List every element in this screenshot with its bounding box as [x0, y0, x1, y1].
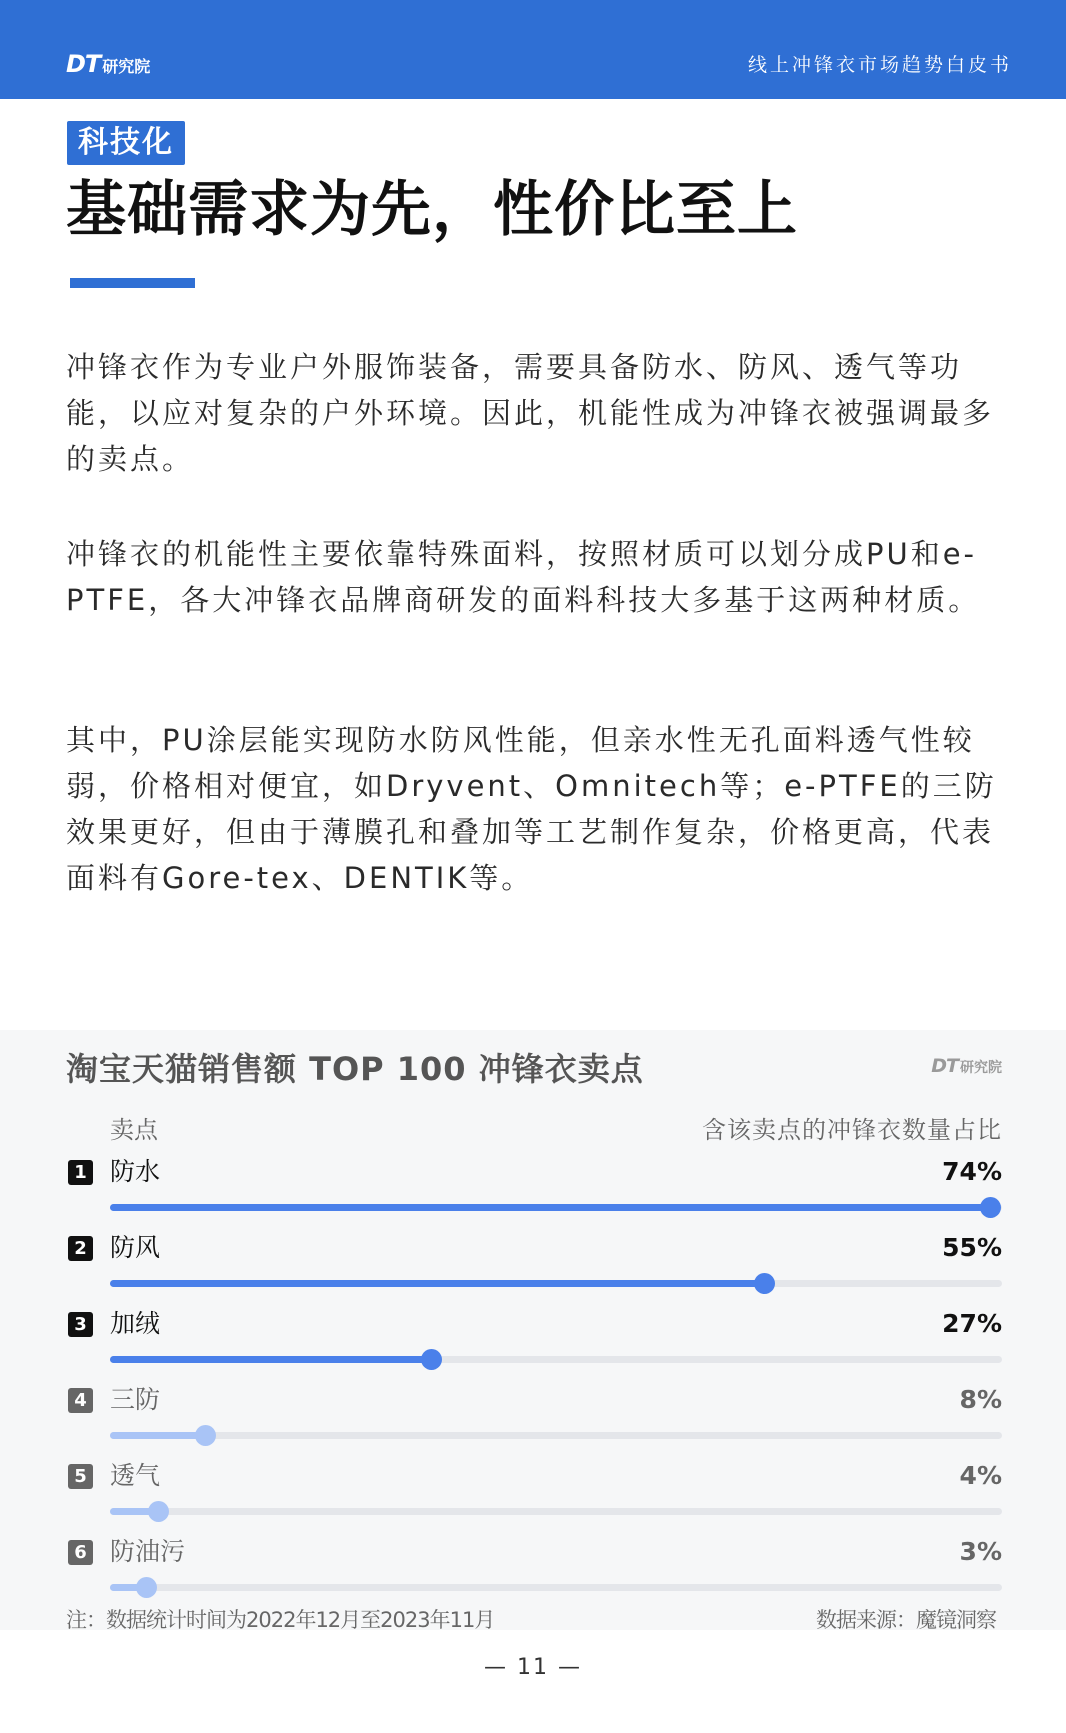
page-title: 基础需求为先，性价比至上: [66, 175, 798, 245]
value-label: 27%: [942, 1309, 1002, 1338]
chart-source: 数据来源：魔镜洞察: [816, 1608, 996, 1632]
bar-track: [110, 1508, 1002, 1515]
bar-end-dot: [980, 1197, 1001, 1218]
bar-track: [110, 1280, 1002, 1287]
category-label: 防油污: [110, 1537, 186, 1566]
bar-end-dot: [148, 1501, 169, 1522]
chart-row: [0, 1385, 1066, 1463]
chart-row: [0, 1461, 1066, 1539]
chart-note: 注：数据统计时间为2022年12月至2023年11月: [66, 1608, 495, 1632]
paragraph-2: 冲锋衣的机能性主要依靠特殊面料，按照材质可以划分成PU和e-PTFE，各大冲锋衣品牌商研发的面料科技大多基于这两种材质。: [66, 537, 981, 617]
value-label: 55%: [942, 1233, 1002, 1262]
chart-row: [0, 1309, 1066, 1387]
bar-end-dot: [421, 1349, 442, 1370]
value-label: 3%: [959, 1537, 1002, 1566]
value-column-header: 含该卖点的冲锋衣数量占比: [702, 1116, 1002, 1144]
bar-fill: [110, 1280, 764, 1287]
category-label: 防水: [110, 1157, 161, 1186]
chart-row: [0, 1233, 1066, 1311]
paragraph-3: 其中，PU涂层能实现防水防风性能，但亲水性无孔面料透气性较弱，价格相对便宜，如Dryvent、Omnitech等；e-PTFE的三防效果更好，但由于薄膜孔和叠加等工艺制作复杂，价格更高，代表面料有Gore-tex、DENTIK等。: [66, 723, 997, 895]
category-label: 加绒: [110, 1309, 161, 1338]
logo-text: 研究院: [102, 57, 151, 76]
bar-fill: [110, 1204, 990, 1211]
bar-track: [110, 1204, 1002, 1211]
bar-track: [110, 1356, 1002, 1363]
category-label: 透气: [110, 1461, 161, 1490]
title-underline: [70, 278, 195, 288]
category-label: 三防: [110, 1385, 161, 1414]
rank-badge: 4: [68, 1388, 93, 1413]
category-label: 防风: [110, 1233, 161, 1262]
page-number: — 11 —: [484, 1655, 582, 1680]
chart-row: [0, 1157, 1066, 1235]
bar-end-dot: [754, 1273, 775, 1294]
bar-track: [110, 1584, 1002, 1591]
bar-fill: [110, 1432, 205, 1439]
bar-end-dot: [195, 1425, 216, 1446]
rank-badge: 6: [68, 1540, 93, 1565]
chart-title: 淘宝天猫销售额 TOP 100 冲锋衣卖点: [66, 1050, 644, 1088]
chart-logo-mark: DT: [931, 1055, 958, 1077]
rank-badge: 2: [68, 1236, 93, 1261]
value-label: 74%: [942, 1157, 1002, 1186]
bar-track: [110, 1432, 1002, 1439]
section-tag: 科技化: [67, 121, 185, 165]
chart-logo-text: 研究院: [960, 1060, 1002, 1076]
bar-end-dot: [136, 1577, 157, 1598]
rank-badge: 3: [68, 1312, 93, 1337]
dt-logo: [66, 50, 151, 78]
value-label: 4%: [959, 1461, 1002, 1490]
paragraph-1: 冲锋衣作为专业户外服饰装备，需要具备防水、防风、透气等功能，以应对复杂的户外环境。因此，机能性成为冲锋衣被强调最多的卖点。: [66, 350, 995, 476]
value-label: 8%: [959, 1385, 1002, 1414]
bar-fill: [110, 1356, 431, 1363]
logo-mark: DT: [66, 50, 101, 78]
chart-logo: [931, 1055, 1002, 1077]
report-title: 线上冲锋衣市场趋势白皮书: [747, 54, 1012, 76]
rank-badge: 5: [68, 1464, 93, 1489]
header-bar: [0, 0, 1066, 99]
rank-badge: 1: [68, 1160, 93, 1185]
category-column-header: 卖点: [110, 1116, 158, 1144]
